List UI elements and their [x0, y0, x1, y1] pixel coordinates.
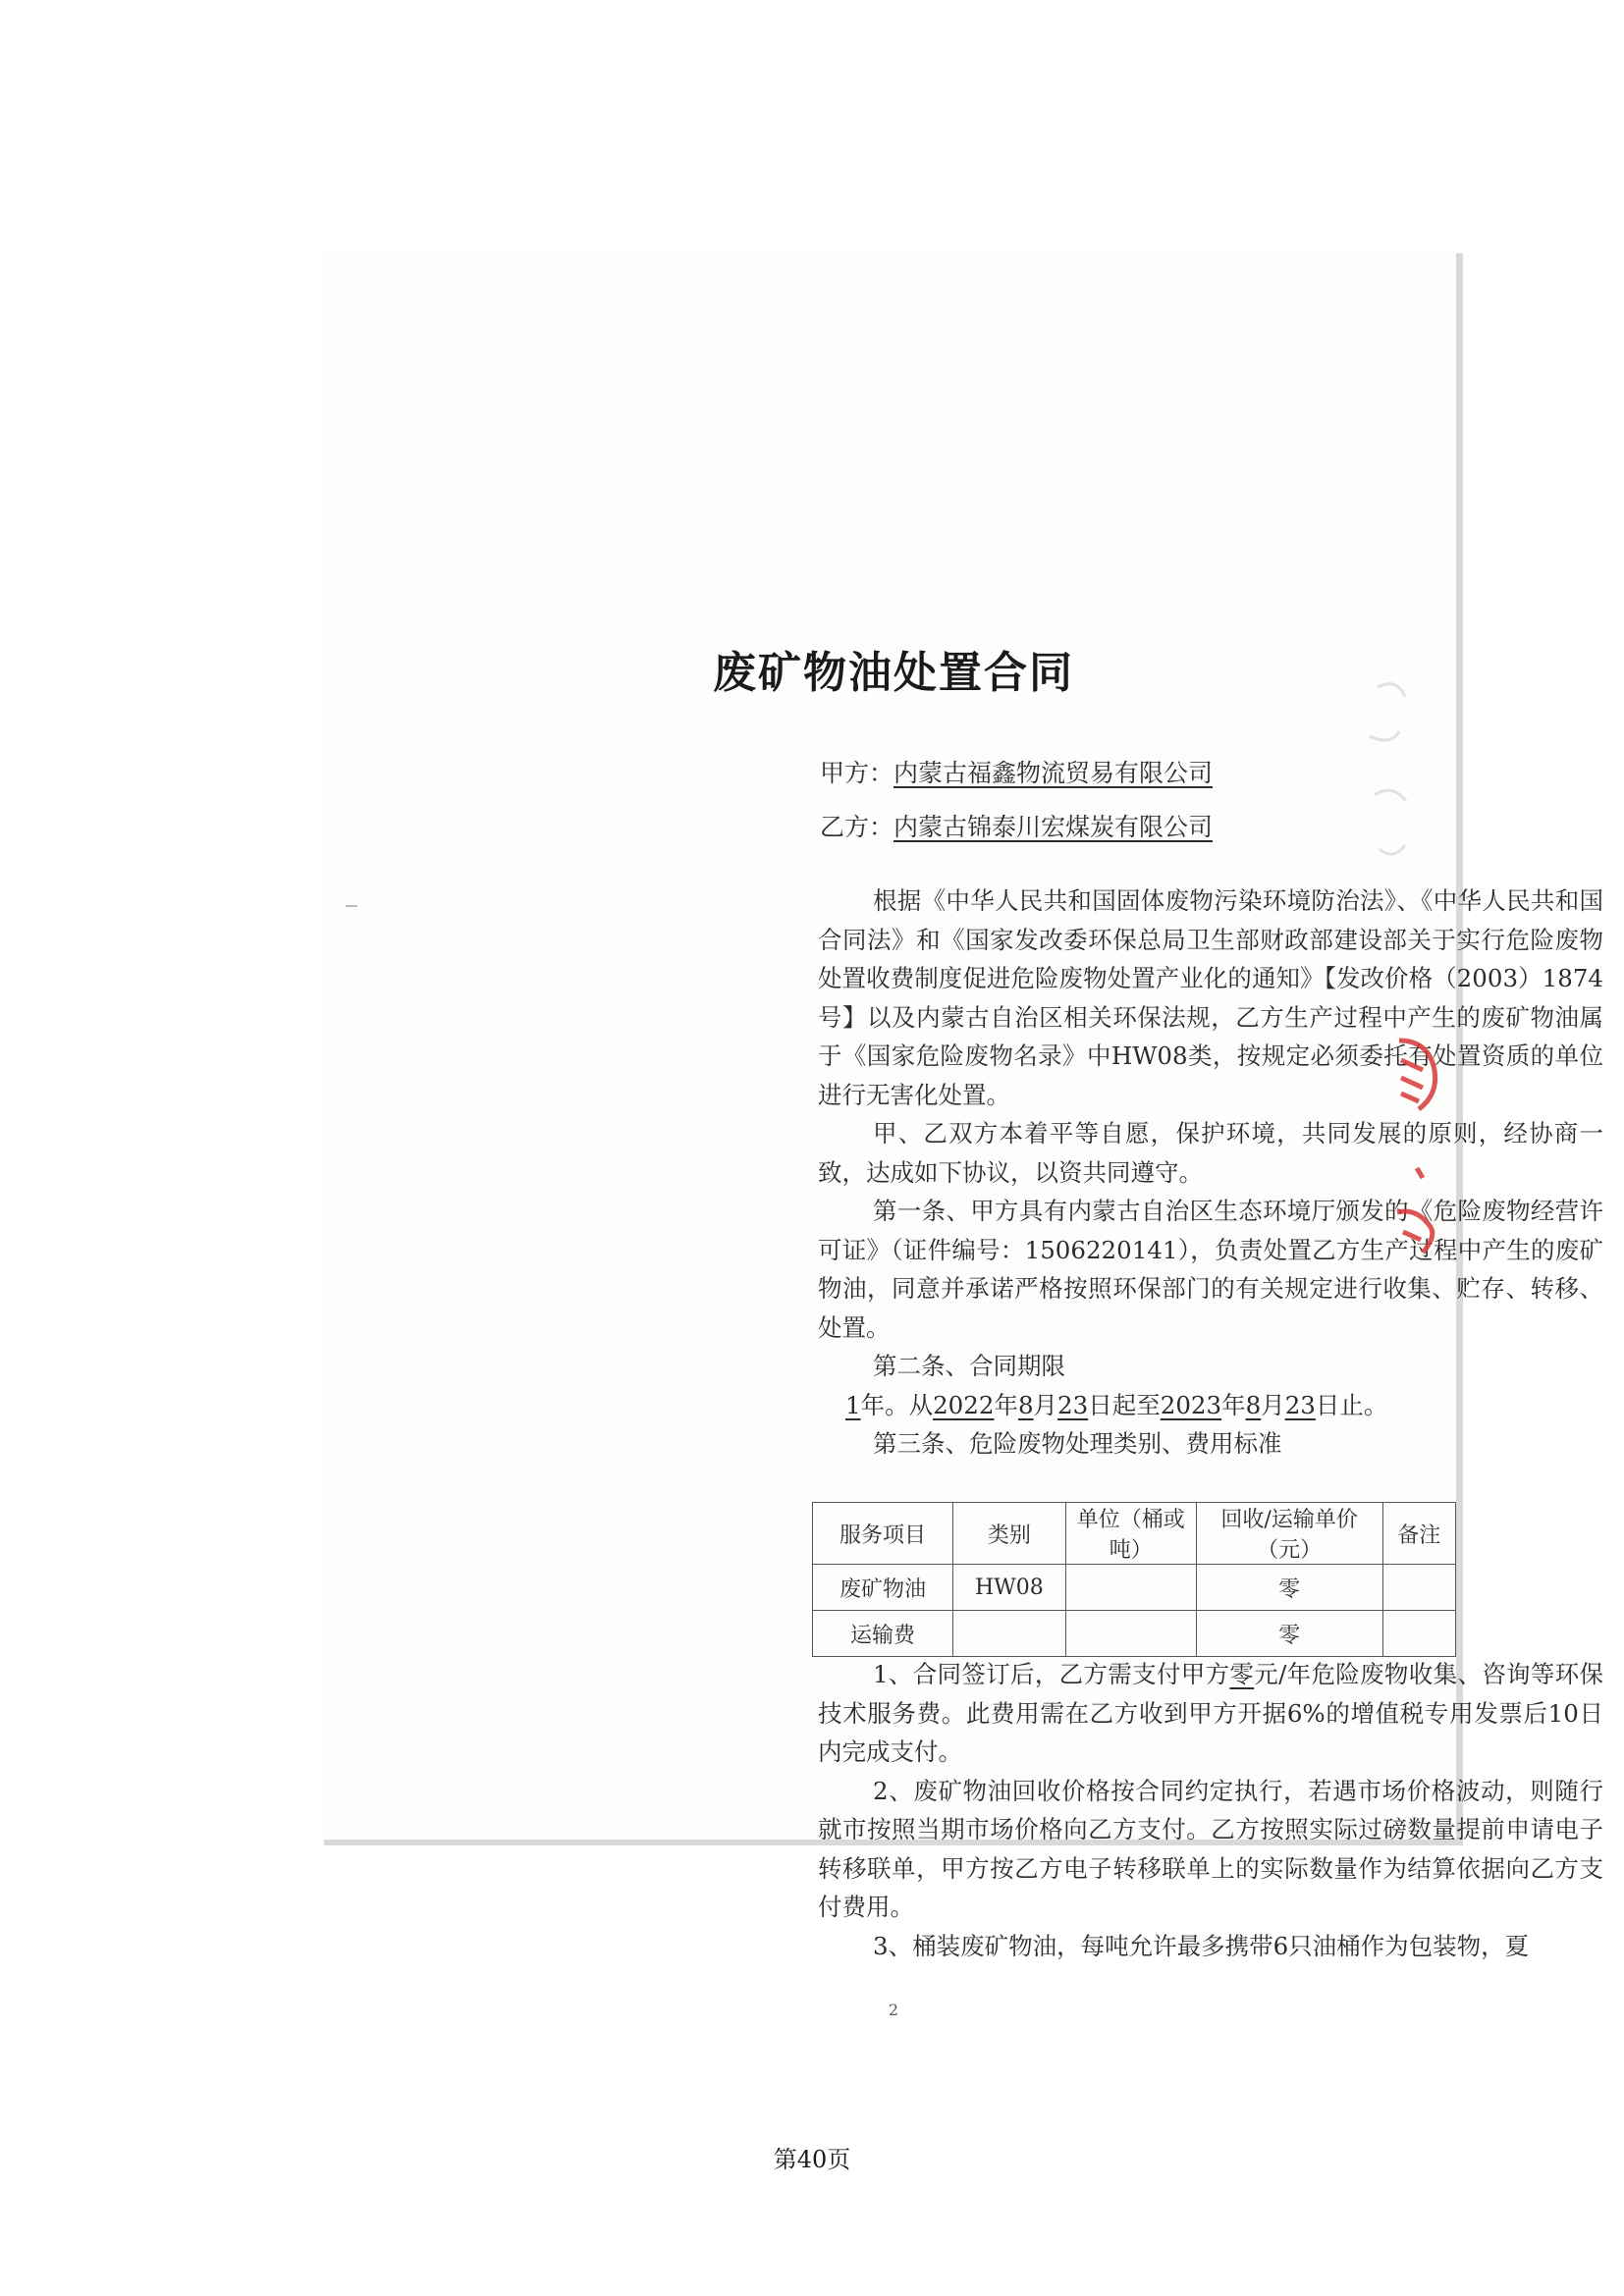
fee-table-header-row: [813, 1503, 1456, 1565]
scan-margin-mark: [346, 905, 357, 907]
term-end-month: 8: [1245, 1390, 1262, 1419]
contract-term-line: 1年。从2022年8月23日起至2023年8月23日止。: [845, 1390, 1388, 1419]
party-a-label: 甲方：: [820, 759, 894, 787]
faint-seal-stamp: [1360, 648, 1419, 883]
service-item-cell: 运输费: [813, 1611, 953, 1657]
clause-1: 1、合同签订后，乙方需支付甲方零元/年危险废物收集、咨询等环保技术服务费。此费用需在乙方收到甲方开据6%的增值税专用发票后10日内完成支付。: [818, 1660, 1604, 1766]
term-start-year: 2022: [933, 1390, 995, 1419]
category-cell: HW08: [952, 1565, 1065, 1611]
article-1-paragraph: 第一条、甲方具有内蒙古自治区生态环境厅颁发的《危险废物经营许可证》（证件编号：1506220141），负责处置乙方生产过程中产生的废矿物油，同意并承诺严格按照环保部门的有关规定进行收集、贮存、转移、处置。: [818, 1197, 1603, 1342]
service-fee-amount: 零: [1229, 1660, 1255, 1688]
fee-table: [812, 1502, 1456, 1657]
document-title: 废矿物油处置合同: [713, 648, 1074, 698]
table-row: [813, 1565, 1456, 1611]
legal-basis-paragraph: 根据《中华人民共和国固体废物污染环境防治法》、《中华人民共和国合同法》和《国家发改委环保总局卫生部财政部建设部关于实行危险废物处置收费制度促进危险废物处置产业化的通知》【发改价格（2003）1874号】以及内蒙古自治区相关环保法规，乙方生产过程中产生的废矿物油属于《国家危险废物名录》中HW08类，按规定必须委托有处置资质的单位进行无害化处置。: [818, 886, 1603, 1109]
remarks-cell: [1382, 1611, 1455, 1657]
party-a-line: [820, 756, 1213, 791]
term-end-year: 2023: [1160, 1390, 1222, 1419]
unit-cell: [1065, 1611, 1196, 1657]
party-b-label: 乙方：: [820, 813, 894, 841]
payment-clauses: [818, 1655, 1603, 1965]
party-b-line: [820, 810, 1213, 845]
red-seal-stamp: [1380, 1031, 1448, 1266]
fee-table-container: [812, 1502, 1456, 1657]
header-cell: 类别: [952, 1503, 1065, 1565]
header-cell: 单位（桶或吨）: [1065, 1503, 1196, 1565]
article-3-heading: 第三条、危险废物处理类别、费用标准: [873, 1429, 1282, 1458]
term-end-day: 23: [1284, 1390, 1316, 1419]
unit-cell: [1065, 1565, 1196, 1611]
remarks-cell: [1382, 1565, 1455, 1611]
unit-price-cell: 零: [1196, 1565, 1382, 1611]
table-row: [813, 1611, 1456, 1657]
party-b-name: 内蒙古锦泰川宏煤炭有限公司: [893, 813, 1214, 841]
party-a-name: 内蒙古福鑫物流贸易有限公司: [893, 759, 1214, 787]
contract-body: [818, 881, 1603, 1464]
clause-3: 3、桶装废矿物油，每吨允许最多携带6只油桶作为包装物，夏: [873, 1931, 1530, 1960]
service-item-cell: 废矿物油: [813, 1565, 953, 1611]
scanned-contract-page: [324, 253, 1604, 2019]
term-start-month: 8: [1017, 1390, 1034, 1419]
agreement-paragraph: 甲、乙双方本着平等自愿，保护环境，共同发展的原则，经协商一致，达成如下协议，以资共同遵守。: [818, 1119, 1603, 1187]
page-number-footer: 第40页: [773, 2146, 851, 2173]
clause-2: 2、废矿物油回收价格按合同约定执行，若遇市场价格波动，则随行就市按照当期市场价格向乙方支付。乙方按照实际过磅数量提前申请电子转移联单，甲方按乙方电子转移联单上的实际数量作为结算依据向乙方支付费用。: [818, 1776, 1603, 1921]
header-cell: 回收/运输单价（元）: [1196, 1503, 1382, 1565]
category-cell: [952, 1611, 1065, 1657]
term-start-day: 23: [1057, 1390, 1089, 1419]
term-years: 1: [845, 1390, 861, 1419]
header-cell: 服务项目: [813, 1503, 953, 1565]
unit-price-cell: 零: [1196, 1611, 1382, 1657]
article-2-heading: 第二条、合同期限: [873, 1352, 1065, 1380]
sheet-page-number: 2: [888, 2001, 899, 2019]
header-cell: 备注: [1382, 1503, 1455, 1565]
